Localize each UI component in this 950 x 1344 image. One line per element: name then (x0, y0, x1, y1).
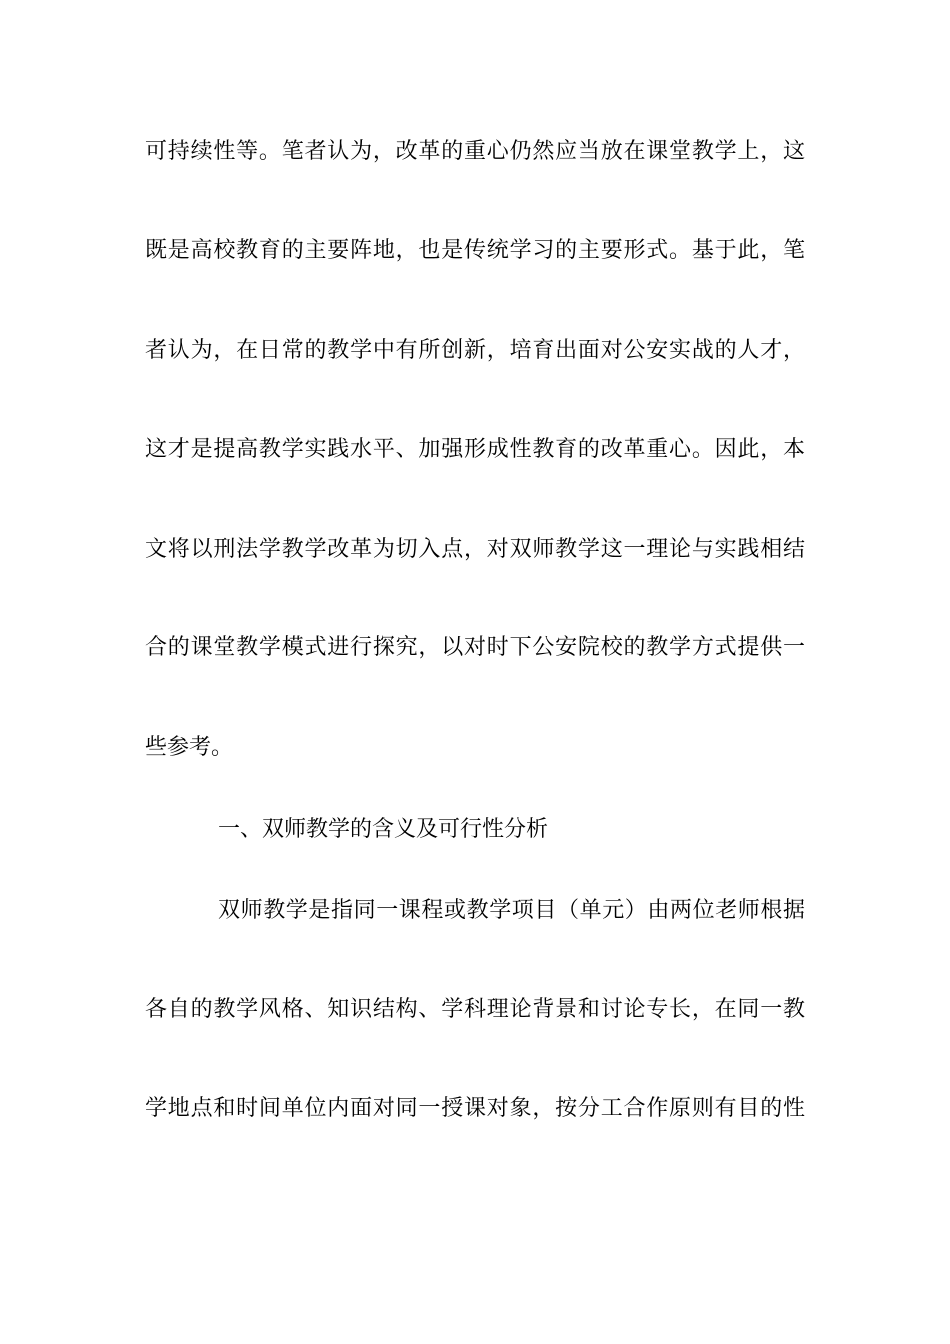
paragraph-line: 学地点和时间单位内面对同一授课对象，按分工合作原则有目的性 (145, 1096, 805, 1121)
paragraph-line: 文将以刑法学教学改革为切入点，对双师教学这一理论与实践相结 (145, 537, 805, 562)
paragraph-line: 者认为，在日常的教学中有所创新，培育出面对公安实战的人才， (145, 338, 805, 363)
section-heading: 一、双师教学的含义及可行性分析 (218, 817, 549, 842)
paragraph-line: 既是高校教育的主要阵地，也是传统学习的主要形式。基于此，笔 (145, 238, 805, 263)
paragraph-line: 些参考。 (145, 735, 234, 760)
paragraph-line: 双师教学是指同一课程或教学项目（单元）由两位老师根据 (218, 898, 805, 923)
paragraph-line: 合的课堂教学模式进行探究，以对时下公安院校的教学方式提供一 (145, 635, 805, 660)
paragraph-line: 可持续性等。笔者认为，改革的重心仍然应当放在课堂教学上，这 (145, 139, 805, 164)
paragraph-line: 各自的教学风格、知识结构、学科理论背景和讨论专长，在同一教 (145, 997, 805, 1022)
paragraph-line: 这才是提高教学实践水平、加强形成性教育的改革重心。因此，本 (145, 437, 805, 462)
